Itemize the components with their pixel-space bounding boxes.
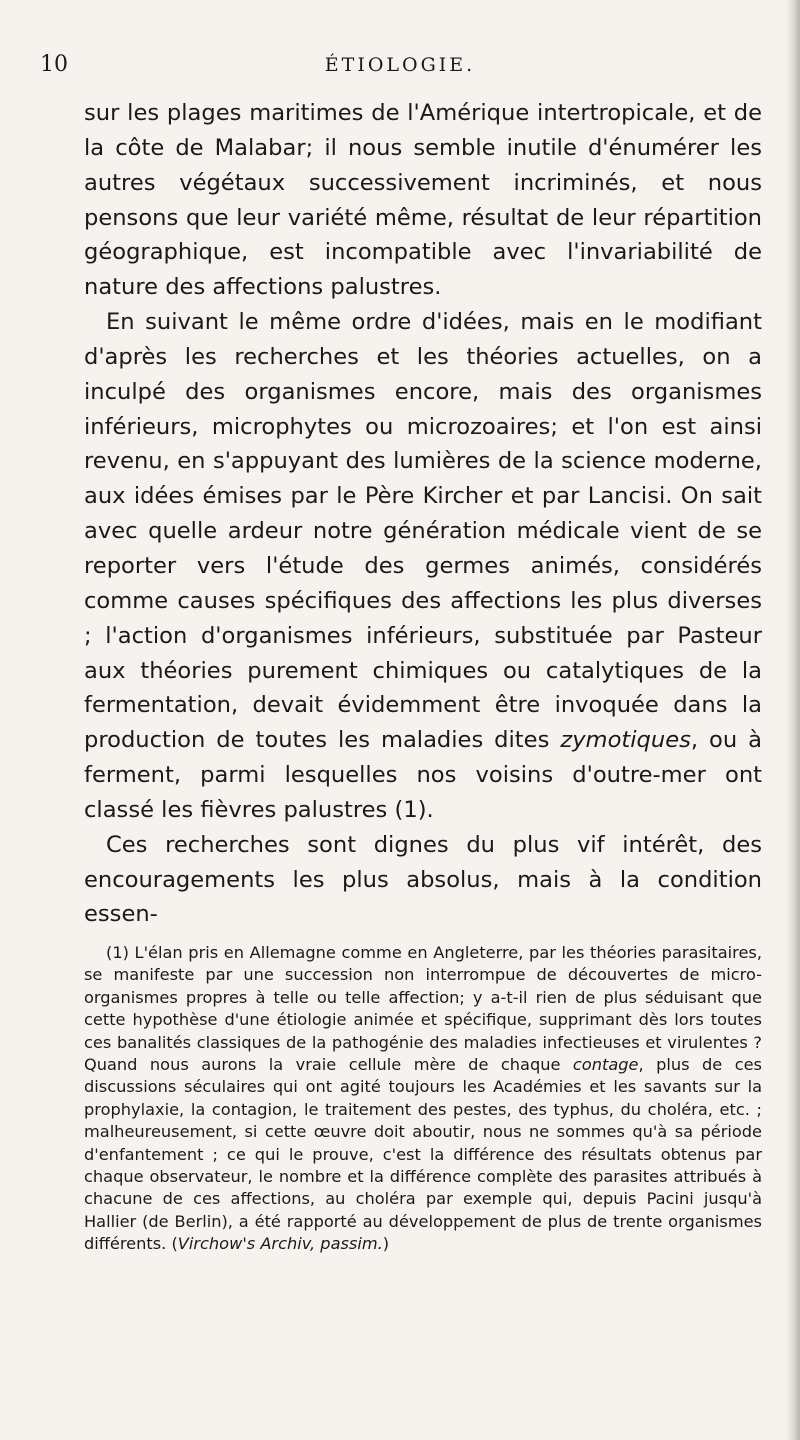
paragraph-2-part-b: , ou à ferment, parmi lesquelles nos voisins d'outre-mer ont classé les fièvres palustres (1). [84, 727, 762, 823]
main-text [84, 96, 762, 932]
page-header [40, 52, 760, 82]
footnote-part-c: , plus de ces discussions séculaires qui ont agité toujours les Académies et les savants sur la prophylaxie, la contagion, le traitement des pestes, des typhus, du choléra, etc. ; malheureusement, si cette œuvre doit aboutir, nous ne sommes qu'à sa période d'enfantement ; ce qui le prouve, c'est la différence des résultats obtenus par chaque observateur, le nombre et la différence complète des parasites attribués à chacune de ces affections, au choléra par exemple qui, depuis Pacini jusqu'à Hallier (de Berlin), a été rapporté au développement de plus de trente organismes différents. ( [84, 1055, 762, 1254]
paragraph-2-part-a: En suivant le même ordre d'idées, mais en le modifiant d'après les recherches et les théories actuelles, on a inculpé des organismes encore, mais des organismes inférieurs, microphytes ou microzoaires; et l'on est ainsi revenu, en s'appuyant des lumières de la science moderne, aux idées émises par le Père Kircher et par Lancisi. On sait avec quelle ardeur notre génération médicale vient de se reporter vers l'étude des germes animés, considérés comme causes spécifiques des affections les plus diverses ; l'action d'organismes inférieurs, substituée par Pasteur aux théories purement chimiques ou catalytiques de la fermentation, devait évidemment être invoquée dans la production de toutes les maladies dites [84, 309, 762, 754]
footnote-part-e: ) [382, 1234, 390, 1254]
italic-term-contage: contage [572, 1055, 639, 1075]
page-number: 10 [40, 52, 68, 77]
page-edge-shadow [786, 0, 800, 1440]
paragraph-1: sur les plages maritimes de l'Amérique intertropicale, et de la côte de Malabar; il nous semble inutile d'énumérer les autres végétaux successivement incriminés, et nous pensons que leur variété même, résultat de leur répartition géographique, est incompatible avec l'invariabilité de nature des affections palustres. [84, 100, 762, 301]
paragraph-2 [84, 305, 762, 828]
paragraph-3: Ces recherches sont dignes du plus vif intérêt, des encouragements les plus absolus, mais à la condition essen- [84, 831, 762, 928]
footnote-text [84, 942, 762, 1256]
footnote [84, 942, 762, 1256]
running-title: ÉTIOLOGIE. [324, 54, 476, 76]
footnote-part-a: (1) L'élan pris en Allemagne comme en Angleterre, par les théories parasitaires, se manifeste par une succession non interrompue de découvertes de micro-organismes propres à telle ou telle affection; y a-t-il rien de plus séduisant que cette hypothèse d'une étiologie animée et spécifique, supprimant dès lors toutes ces banalités classiques de la pathogénie des maladies infectieuses et virulentes ? Quand nous aurons la vraie cellule mère de chaque [84, 943, 762, 1075]
citation-virchow: Virchow's Archiv, passim. [177, 1234, 383, 1254]
italic-term-zymotiques: zymotiques [560, 727, 691, 754]
